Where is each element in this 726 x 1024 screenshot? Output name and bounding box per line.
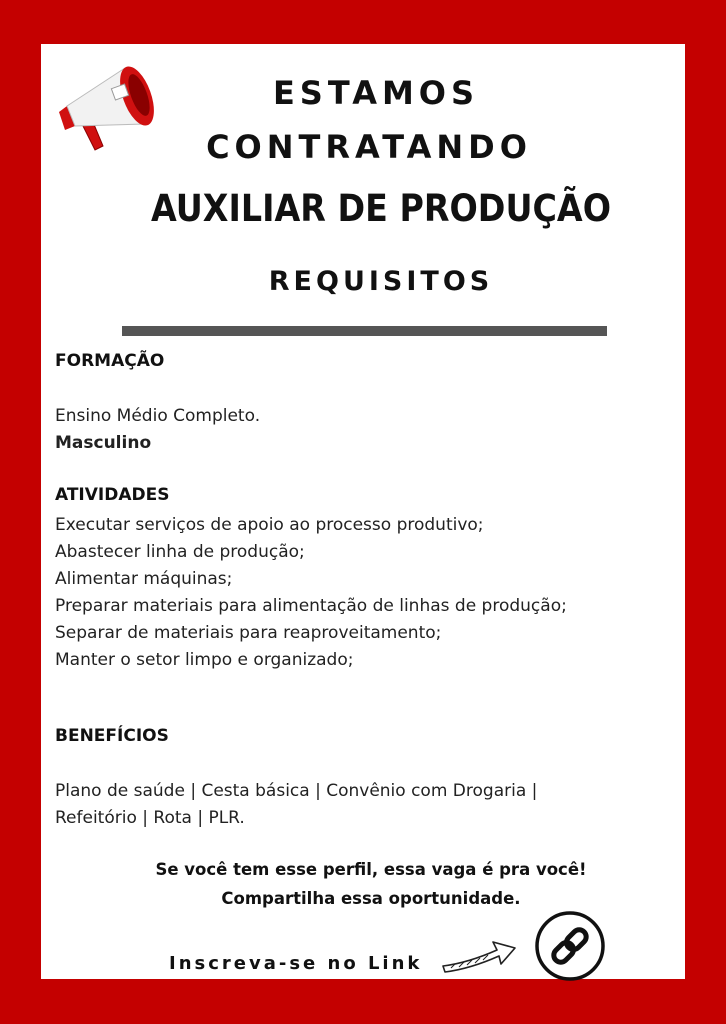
atividade-item: Abastecer linha de produção;: [55, 542, 305, 562]
megaphone-icon: [53, 54, 158, 154]
cta-line-2: Compartilha essa oportunidade.: [221, 889, 521, 908]
atividade-item: Executar serviços de apoio ao processo produtivo;: [55, 515, 484, 535]
atividade-item: Manter o setor limpo e organizado;: [55, 650, 354, 670]
atividades-label: ATIVIDADES: [55, 485, 170, 505]
divider: [122, 326, 607, 336]
gender-requirement: Masculino: [55, 433, 152, 453]
formacao-line: Ensino Médio Completo.: [55, 406, 261, 426]
heading-estamos: ESTAMOS: [272, 74, 480, 112]
beneficios-line: Refeitório | Rota | PLR.: [55, 808, 245, 828]
flyer-card: [41, 44, 685, 979]
signup-text: Inscreva-se no Link: [169, 953, 423, 974]
cta-line-1: Se você tem esse perfil, essa vaga é pra você!: [155, 860, 587, 879]
requirements-heading: REQUISITOS: [268, 266, 494, 297]
atividade-item: Separar de materiais para reaproveitamento;: [55, 623, 442, 643]
formacao-label: FORMAÇÃO: [55, 351, 165, 371]
arrow-right-icon: [439, 934, 519, 974]
beneficios-label: BENEFÍCIOS: [55, 726, 169, 746]
beneficios-line: Plano de saúde | Cesta básica | Convênio com Drogaria |: [55, 781, 538, 801]
atividade-item: Preparar materiais para alimentação de linhas de produção;: [55, 596, 567, 616]
job-title: AUXILIAR DE PRODUÇÃO: [150, 187, 612, 230]
atividade-item: Alimentar máquinas;: [55, 569, 233, 589]
link-icon[interactable]: [533, 909, 607, 983]
heading-contratando: CONTRATANDO: [206, 128, 532, 166]
